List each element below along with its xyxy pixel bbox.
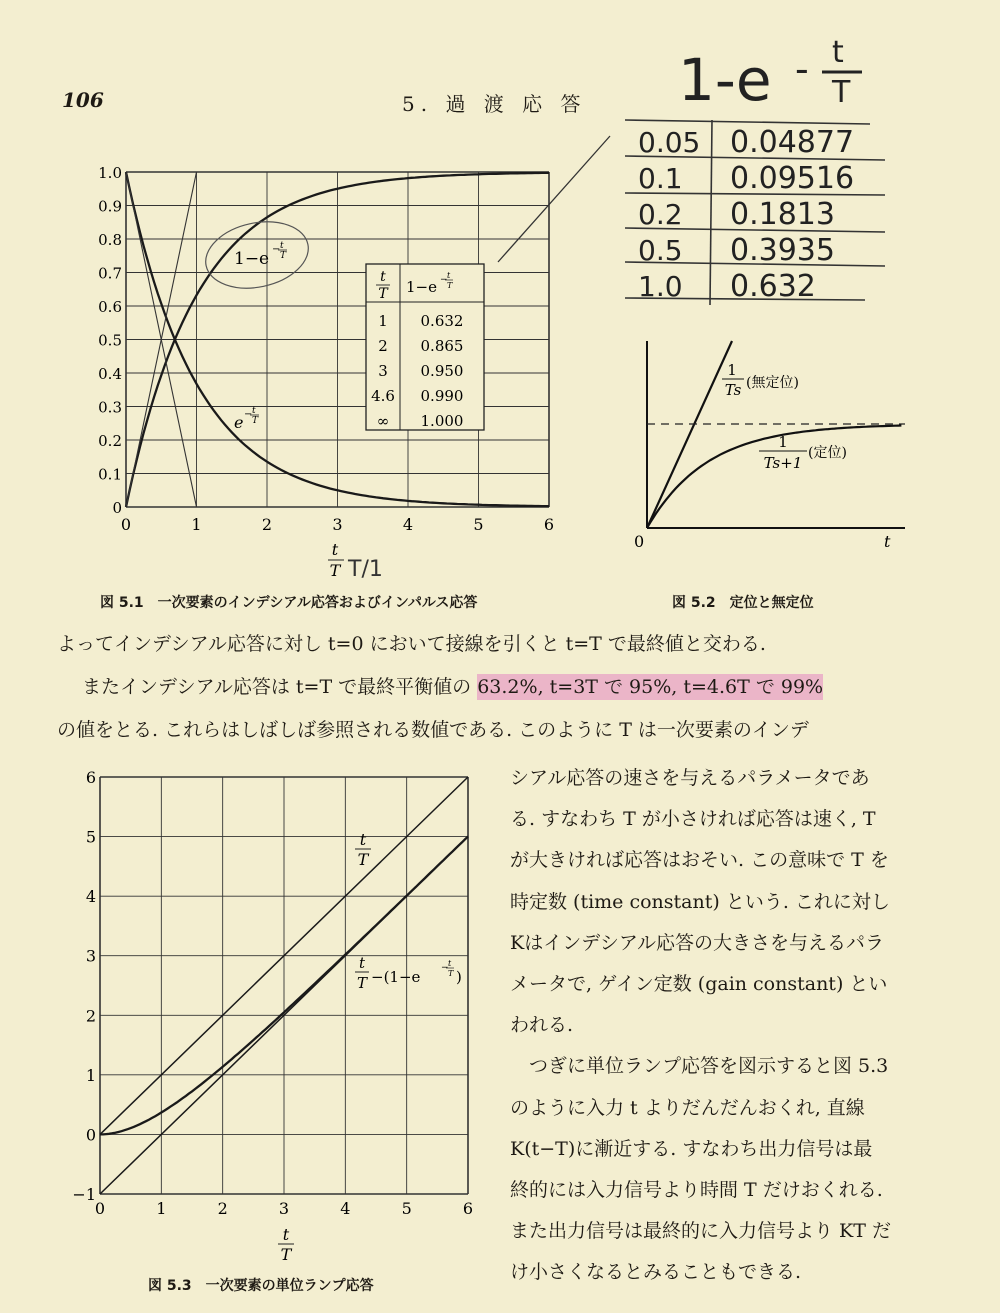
f53-xtick: 2 <box>217 1199 228 1218</box>
para-line-1: よってインデシアル応答に対し t=0 において接線を引くと t=T で最終値と交わる. <box>57 633 766 655</box>
values-table <box>366 264 484 430</box>
f53-ytick: 4 <box>85 887 96 907</box>
table-cell-value: 0.865 <box>420 337 464 355</box>
svg-text:T: T <box>447 281 453 290</box>
column-line: Kはインデシアル応答の大きさを与えるパラ <box>510 931 885 954</box>
column-line: 時定数 (time constant) という. これに対し <box>510 890 890 913</box>
axis-scribble: T/1 <box>348 557 383 582</box>
column-line: け小さくなるとみることもできる. <box>510 1261 802 1284</box>
f51-ytick: 0.6 <box>98 298 122 316</box>
f51-xtick: 1 <box>191 515 202 534</box>
svg-text:−: − <box>244 409 253 420</box>
figure-5-2-caption: 図 5.2 定位と無定位 <box>672 595 814 611</box>
svg-text:T: T <box>280 1245 292 1262</box>
svg-text:T: T <box>378 286 388 302</box>
svg-text:t: t <box>447 271 451 280</box>
svg-text:t: t <box>252 406 256 416</box>
section-title: 5. 過 渡 応 答 <box>402 92 587 116</box>
f51-ytick: 0.3 <box>98 398 122 417</box>
note-cell-value: 0.04877 <box>730 125 855 160</box>
svg-text:1−e: 1−e <box>406 278 437 296</box>
decay-label: e <box>234 413 244 432</box>
para-line-2: またインデシアル応答は t=T で最終平衡値の 63.2%, t=3T で 95%, t=4.6T で 99% <box>82 676 824 698</box>
svg-text:t: t <box>358 954 366 972</box>
note-cell-t: 1.0 <box>638 270 683 303</box>
table-cell-t: 4.6 <box>371 387 395 405</box>
f51-xtick: 5 <box>473 515 484 534</box>
column-line: る. すなわち T が小さければ応答は速く, T <box>510 808 876 831</box>
column-line: また出力信号は最終的に入力信号より KT だ <box>510 1220 891 1243</box>
f53-xtick: 1 <box>156 1199 167 1218</box>
f53-xtick: 6 <box>462 1199 474 1218</box>
svg-text:t: t <box>380 269 386 285</box>
svg-text:Ts+1: Ts+1 <box>763 454 803 472</box>
f51-ytick: 0.7 <box>98 264 122 283</box>
table-cell-t: 1 <box>378 312 388 330</box>
table-cell-value: 0.990 <box>420 387 464 405</box>
note-exp-sign: - <box>795 47 809 91</box>
handwritten-note <box>600 20 1000 320</box>
svg-text:T: T <box>280 251 287 261</box>
figure-5-3 <box>70 762 490 1262</box>
svg-text:1: 1 <box>727 361 737 379</box>
f53-ytick: −1 <box>72 1185 96 1204</box>
f51-ytick: 0.2 <box>98 432 122 450</box>
rise-label: 1−e <box>234 249 270 269</box>
svg-text:): ) <box>456 968 462 986</box>
f51-xtick: 4 <box>402 515 414 534</box>
column-line: つぎに単位ランプ応答を図示すると図 5.3 <box>510 1055 889 1078</box>
svg-text:−: − <box>272 244 281 255</box>
f53-ytick: 3 <box>85 946 96 966</box>
column-line: メータで, ゲイン定数 (gain constant) とい <box>510 973 888 995</box>
note-cell-value: 0.09516 <box>730 161 855 196</box>
column-line: シアル応答の速さを与えるパラメータであ <box>510 767 870 789</box>
f53-xtick: 0 <box>94 1199 106 1218</box>
note-cell-value: 0.632 <box>730 269 816 304</box>
note-cell-t: 0.5 <box>638 234 683 267</box>
figure-5-2 <box>620 325 920 555</box>
svg-text:−: − <box>440 275 448 285</box>
svg-text:−: − <box>441 963 449 973</box>
first-order-curve <box>647 426 901 529</box>
f52-label-unstable: (無定位) <box>746 375 799 391</box>
note-cell-value: 0.1813 <box>730 197 835 232</box>
column-line: K(t−T)に漸近する. すなわち出力信号は最 <box>510 1137 873 1160</box>
f51-ytick: 0 <box>112 499 122 517</box>
f53-ytick: 1 <box>85 1065 96 1085</box>
figure-5-1 <box>82 152 572 587</box>
note-cell-t: 0.05 <box>638 126 701 159</box>
f51-xlabel-den: T <box>329 561 341 580</box>
svg-text:T: T <box>252 416 259 426</box>
page-number: 106 <box>62 88 104 112</box>
f53-ytick: 5 <box>85 827 96 847</box>
table-cell-value: 0.950 <box>420 362 464 380</box>
para-line-3: の値をとる. これらはしばしば参照される数値である. このように T は一次要素のインデ <box>57 719 809 741</box>
svg-text:t: t <box>282 1225 290 1244</box>
f52-xlabel: t <box>884 532 891 551</box>
f52-label-stable: (定位) <box>808 445 847 461</box>
svg-text:t: t <box>359 830 367 849</box>
f51-xlabel-num: t <box>331 540 339 559</box>
f52-origin: 0 <box>634 532 645 551</box>
svg-text:t: t <box>280 241 284 251</box>
figure-5-3-caption: 図 5.3 一次要素の単位ランプ応答 <box>148 1278 374 1294</box>
f51-ytick: 0.4 <box>98 365 122 383</box>
svg-text:T: T <box>357 850 369 869</box>
table-cell-t: ∞ <box>376 412 390 430</box>
column-line: のように入力 t よりだんだんおくれ, 直線 <box>510 1096 865 1119</box>
f53-label-asymptote: −(1−e <box>371 968 421 986</box>
note-exp-num: t <box>832 35 844 70</box>
svg-text:T: T <box>448 969 454 978</box>
f51-xtick: 6 <box>543 515 555 534</box>
svg-text:Ts: Ts <box>724 381 742 399</box>
f53-xtick: 5 <box>401 1199 412 1218</box>
f51-xtick: 3 <box>332 515 343 534</box>
f53-ytick: 2 <box>85 1006 96 1026</box>
f51-xtick: 2 <box>261 515 273 534</box>
f51-ytick: 0.8 <box>98 231 122 249</box>
ramp-line <box>647 341 732 528</box>
note-cell-t: 0.2 <box>638 198 683 231</box>
f51-ytick: 1.0 <box>98 164 122 182</box>
f53-ytick: 6 <box>85 768 96 787</box>
svg-text:t: t <box>448 959 452 968</box>
column-line: われる. <box>510 1014 574 1037</box>
f51-ytick: 0.5 <box>98 331 122 350</box>
f51-xtick: 0 <box>120 515 132 534</box>
note-formula-main: 1-e <box>678 46 772 114</box>
f53-xtick: 4 <box>340 1199 351 1218</box>
figure-5-1-caption: 図 5.1 一次要素のインデシアル応答およびインパルス応答 <box>100 595 478 611</box>
table-cell-t: 2 <box>378 337 388 355</box>
table-cell-value: 1.000 <box>420 412 464 430</box>
column-line: 終的には入力信号より時間 T だけおくれる. <box>510 1179 883 1201</box>
svg-text:T: T <box>356 974 368 992</box>
f53-ytick: 0 <box>85 1125 96 1145</box>
f53-xtick: 3 <box>278 1199 290 1218</box>
note-cell-t: 0.1 <box>638 162 683 195</box>
table-cell-value: 0.632 <box>420 312 464 330</box>
f51-ytick: 0.1 <box>98 465 122 484</box>
note-exp-den: T <box>832 75 851 110</box>
column-line: が大きければ応答はおそい. この意味で T を <box>510 849 889 872</box>
highlighted-values: 63.2%, t=3T で 95%, t=4.6T で 99% <box>477 676 824 698</box>
table-cell-t: 3 <box>378 362 388 380</box>
svg-text:1: 1 <box>778 433 788 451</box>
f51-ytick: 0.9 <box>98 197 122 216</box>
note-cell-value: 0.3935 <box>730 233 835 268</box>
